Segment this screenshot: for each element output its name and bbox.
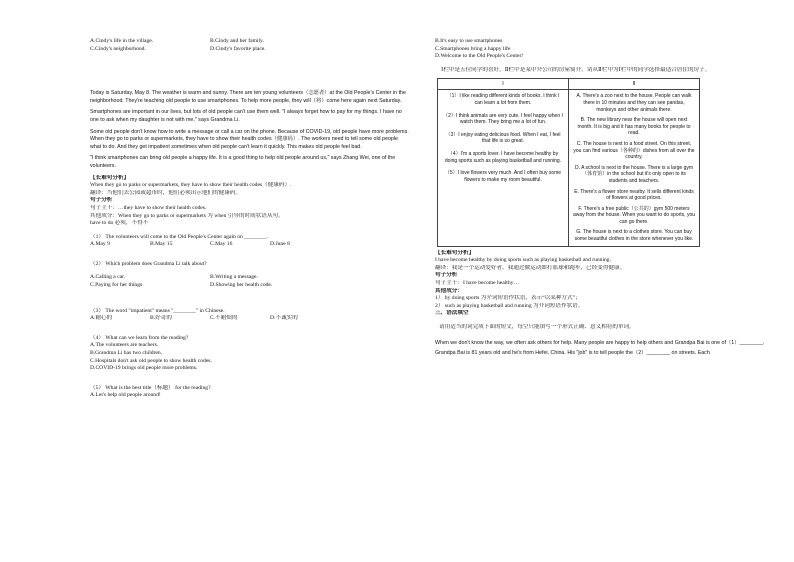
student-preference-4: （4）I'm a sports lover. I have become healthy by doing sports such as playing basketball and running. — [444, 150, 562, 164]
sentence-main: 句子主干：…they have to show their health codes. — [90, 204, 207, 211]
question-5-stem: （5） What is the best title（标题） for the reading? — [90, 384, 211, 391]
q4-option-c[interactable]: C.Hospitals don't ask old people to show health codes. — [90, 357, 212, 364]
q3-option-c[interactable]: C.不耐烦的 — [210, 315, 238, 322]
matching-table-header — [438, 79, 700, 90]
student-preference-5: （5）I love flowers very much. And I often buy some flowers to make my room beautiful. — [444, 170, 562, 183]
q1-option-b[interactable]: B.May 15 — [150, 241, 173, 248]
q5-option-b[interactable]: B.It's easy to use smartphones — [435, 38, 503, 44]
passage-paragraph-3: Some old people don't know how to write a message or call a car on the phone. Because of COVID-19, old people have more problems. When they go to parks or supermarkets, they have to show their health codes（健康码）. The workers need to tell some old people what to do. And they get impatient sometimes when old people can't learn it quickly. This makes old people feel bad. — [90, 128, 409, 150]
q2-option-c[interactable]: C.Paying for her things. — [90, 282, 144, 289]
right-analysis-translation: 翻译：我是一个运动爱好者。我通过做运动如打篮球和跑步，已经变得健康。 — [435, 264, 626, 271]
analysis-translation: 翻译：当他们去公园或超市时，他们必须出示他们的健康码。 — [90, 189, 242, 196]
sentence-analysis-heading: 句子分析 — [90, 197, 113, 204]
right-analysis-sentence: I have become healthy by doing sports such as playing basketball and running. — [435, 257, 612, 264]
q3-option-b[interactable]: B.好奇的 — [150, 315, 172, 322]
question-4 — [90, 335, 410, 373]
question-2-options-row-2 — [90, 282, 410, 290]
q5-option-d[interactable]: D.Welcome to the Old People's Center! — [435, 53, 524, 60]
matching-table-row — [438, 90, 700, 246]
analysis-title: 【长难句分析】 — [90, 174, 130, 181]
matching-table — [437, 78, 700, 246]
house-option-g: G. The house is next to a clothes store. You can buy some beautiful clothes in the store whenever you like. — [574, 229, 694, 243]
q3-option-a[interactable]: A.耐心的 — [90, 315, 113, 322]
prev-option-b: B.Cindy and her family. — [210, 38, 264, 44]
matching-instruction-1: Ⅰ栏中是五位同学的喜好，Ⅱ栏中是某中介公司的房屋简介。请从Ⅱ栏中为Ⅰ栏中的同学选择最适合居住的房子。 — [441, 66, 711, 73]
right-sentence-analysis-heading: 句子分析 — [435, 272, 458, 279]
house-option-c: C. The house is next to a food street. On this street, you can find various（各种的）dishes from all over the country. — [573, 140, 695, 161]
question-3-options — [90, 315, 410, 323]
question-1-options — [90, 241, 410, 249]
right-sentence-main: 句子主干：I have become healthy… — [435, 280, 520, 287]
have-to-note: have to do 必须，不得不 — [90, 220, 149, 227]
reading-passage — [90, 90, 410, 170]
house-option-d: D. A school is next to the house. There is a large gym（体育馆）in the school but it's only open to its students and teachers. — [574, 164, 694, 184]
q1-option-d[interactable]: D.June 8 — [270, 241, 290, 248]
q4-option-a[interactable]: A.The volunteers are teachers. — [90, 342, 159, 349]
left-column — [90, 38, 410, 400]
question-1-stem: （1） The volunteers will come to the Old People's Center again on ________. — [90, 233, 268, 240]
prev-options-row-2 — [90, 46, 410, 54]
q5-option-a[interactable]: A.Let's help old people around! — [90, 392, 161, 399]
question-3-stem: （3） The word "impatient" means "________" in Chinese. — [90, 307, 225, 314]
right-column — [435, 38, 767, 358]
question-2-stem: （2） Which problem does Grandma Li talk about? — [90, 260, 207, 267]
grammar-passage-2: Grandpa Bai is 81 years old and he's from Hefei, China. His "job" is to tell people the（2）________ on streets. Each — [435, 350, 710, 357]
q4-option-b[interactable]: B.Grandma Li has two children. — [90, 350, 163, 357]
house-option-b: B. The new library near the house will open next month. It is big and it has many books for people to read. — [577, 117, 691, 137]
grammar-passage-1: When we don't know the way, we often ask others for help. Many people are happy to help others and Grandpa Bai is one of（1）________. — [435, 339, 765, 346]
column-1-cell — [438, 90, 569, 246]
house-option-f: F. There's a free public（公共的）gym 500 meters away from the house. When you want to do sports, you can go there. — [573, 205, 696, 225]
column-2-cell — [569, 90, 700, 246]
q2-option-b[interactable]: B.Writing a message. — [210, 274, 258, 281]
house-option-a: A. There's a zoo next to the house. People can walk there in 10 minutes and they can see pandas, monkeys and other animals there. — [576, 93, 692, 113]
student-preference-3: （3）I enjoy eating delicious food. When I eat, I feel that life is so great. — [445, 131, 561, 145]
prev-options-row-1 — [90, 38, 410, 46]
sentence-other: 其他成分：When they go to parks or supermarkets 为 when 引导的时间状语从句。 — [90, 212, 284, 219]
q1-option-a[interactable]: A.May 9 — [90, 241, 110, 248]
section-3-instruction: 请用适当的词完成下面的短文，每空只能填写一个形式正确、意义相符的单词。 — [439, 324, 635, 330]
column-2-header: Ⅱ — [569, 79, 700, 90]
student-preference-1: （1）I like reading different kinds of books. I think I can learn a lot from them. — [446, 93, 560, 106]
question-5 — [90, 385, 410, 400]
passage-paragraph-2: Smartphones are important in our lives, but lots of old people can't use them well. "I always forget how to pay for my things. I have no one to ask when my daughter is not with me," says Grandma Li. — [90, 109, 402, 123]
question-1 — [90, 234, 410, 249]
column-1-header: Ⅰ — [438, 79, 569, 90]
q5-option-c[interactable]: C.Smartphones bring a happy life — [435, 45, 511, 52]
right-analysis-title: 【长难句分析】 — [435, 249, 475, 256]
q4-option-d[interactable]: D.COVID-19 brings old people more problems. — [90, 365, 198, 372]
analysis-sentence: When they go to parks or supermarkets, they have to show their health codes（健康码）. — [90, 182, 292, 189]
q2-option-a[interactable]: A.Calling a car. — [90, 274, 126, 281]
passage-paragraph-1: Today is Saturday, May 8. The weather is warm and sunny. There are ten young volunteers（志愿者）at the Old People's Center in the neighborhood. They're teaching old people to use smartphones. To help more people, they will（将）come here again next Saturday. — [90, 90, 406, 104]
section-3-heading: 三、语法填空 — [435, 310, 469, 317]
prev-option-d: D.Cindy's favorite place. — [210, 45, 266, 52]
q1-option-c[interactable]: C.May 16 — [210, 241, 233, 248]
passage-paragraph-4: "I think smartphones can bring old people a happy life. It is a good thing to help old people around us," says Zhang Wei, one of the volunteers. — [90, 155, 396, 169]
prev-option-c: C.Cindy's neighborhood. — [90, 45, 146, 52]
question-4-stem: （4） What can we learn from the reading? — [90, 334, 189, 341]
prev-option-a: A.Cindy's life in the village. — [90, 38, 154, 44]
student-preference-2: （2）I think animals are very cute. I feel happy when I watch them. They bring me a lot of fun. — [443, 112, 563, 126]
right-other-2: 2） such as playing basketball and running 为介词短语作状语。 — [435, 302, 584, 309]
question-3 — [90, 308, 410, 323]
question-2-options-row-1 — [90, 274, 410, 282]
question-2 — [90, 261, 410, 290]
house-option-e: E. There's a flower store nearby. It sells different kinds of flowers at good prices. — [574, 188, 694, 202]
q3-option-d[interactable]: D.不诚实的 — [270, 315, 298, 322]
q2-option-d[interactable]: D.Showing her health code. — [210, 282, 273, 289]
right-other-title: 其他成分： — [435, 287, 463, 294]
right-other-1: 1） by doing sports 为介词短语作状语，表示“以某种方式”； — [435, 295, 581, 302]
